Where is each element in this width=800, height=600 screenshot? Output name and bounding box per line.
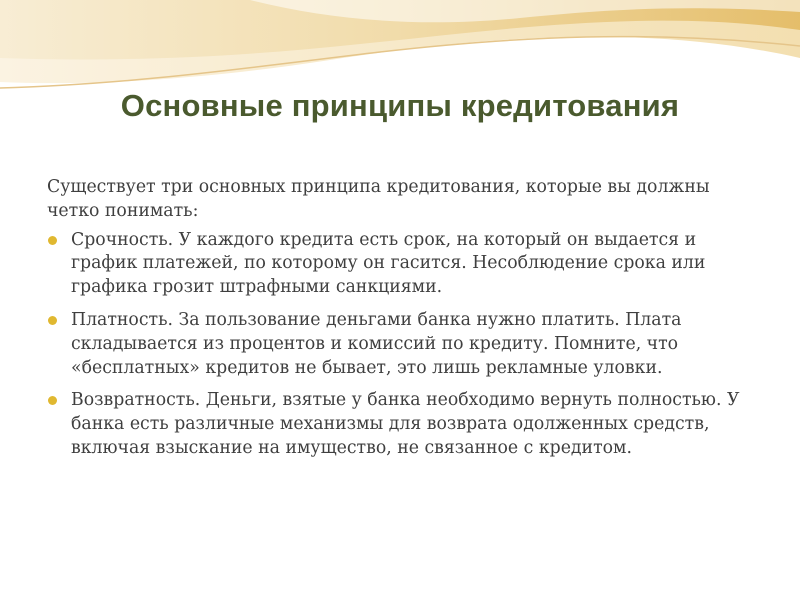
list-item bbox=[47, 229, 767, 300]
principles-list bbox=[47, 229, 767, 461]
bullet-icon bbox=[48, 236, 57, 245]
bullet-text-payment: Платность. За пользование деньгами банка нужно платить. Плата складывается из процентов и комиссий по кредиту. Помните, что «бесплатных» кредитов не бывает, это лишь рекламные уловки. bbox=[71, 309, 682, 378]
bullet-icon bbox=[48, 396, 57, 405]
bullet-text-repayment: Возвратность. Деньги, взятые у банка необходимо вернуть полностью. У банка есть различные механизмы для возврата одолженных средств, включая взыскание на имущество, не связанное с кредитом. bbox=[71, 390, 740, 458]
list-item bbox=[47, 389, 767, 460]
intro-paragraph: Существует три основных принципа кредитования, которые вы должны четко понимать: bbox=[47, 177, 710, 221]
bullet-icon bbox=[48, 316, 57, 325]
list-item bbox=[47, 309, 767, 380]
bullet-text-urgency: Срочность. У каждого кредита есть срок, на который он выдается и график платежей, по которому он гасится. Несоблюдение срока или графика грозит штрафными санкциями. bbox=[71, 229, 706, 298]
slide-body bbox=[47, 176, 767, 470]
slide-title: Основные принципы кредитования bbox=[120, 88, 680, 123]
